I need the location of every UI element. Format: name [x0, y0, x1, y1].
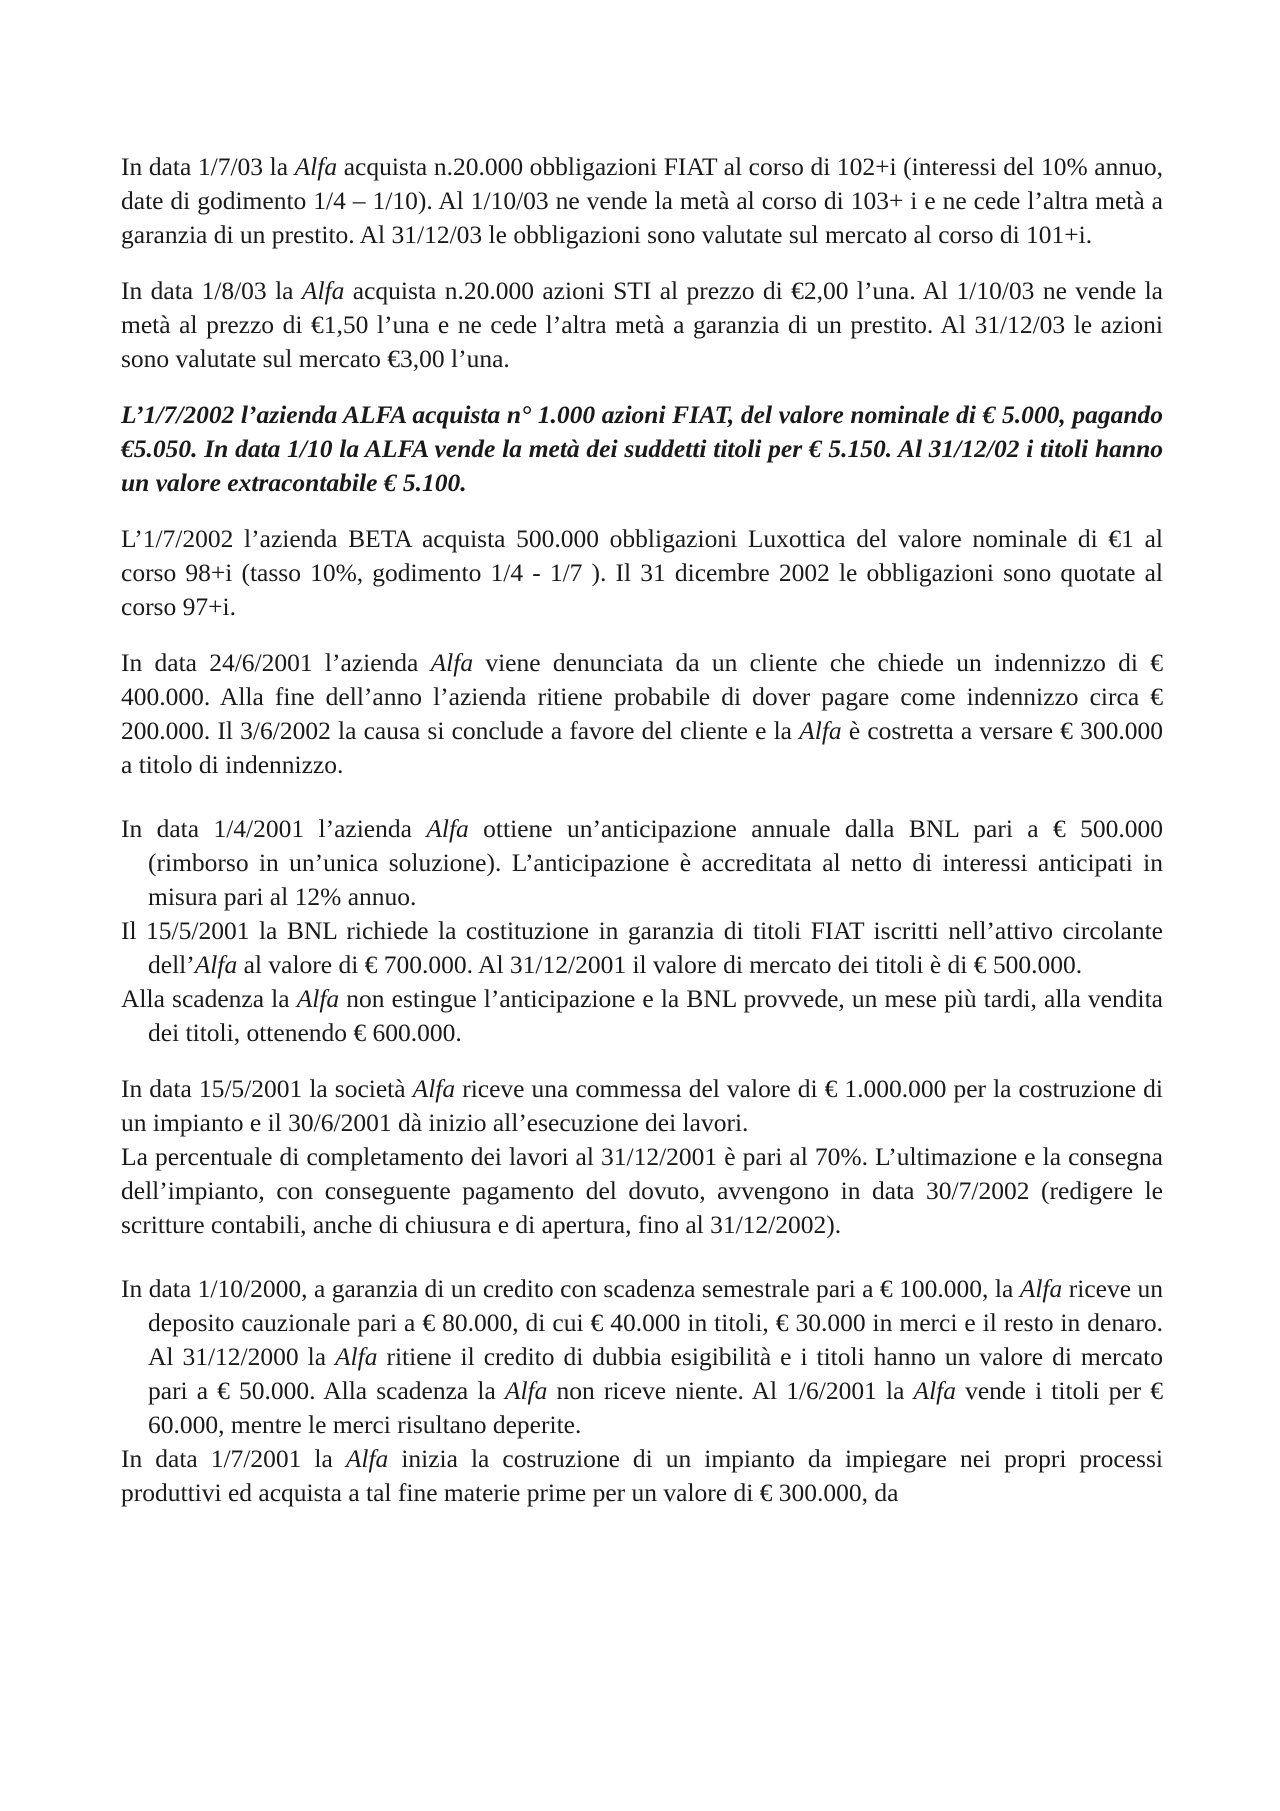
text-run: Alla scadenza la [121, 984, 297, 1013]
text-run: In data 1/7/2001 la [121, 1444, 346, 1473]
text-run: La percentuale di completamento dei lavori al 31/12/2001 è pari al 70%. L’ultimazione e la consegna dell’impianto, con conseguente pagamento del dovuto, avvengono in data 30/7/2002 (redigere le scritture contabili, anche di chiusura e di apertura, fino al 31/12/2002). [121, 1142, 1163, 1239]
text-run: In data 24/6/2001 l’azienda [121, 648, 431, 677]
text-run: In data 15/5/2001 la società [121, 1074, 413, 1103]
italic-term: Alfa [426, 814, 469, 843]
italic-term: Alfa [913, 1376, 956, 1405]
paragraph-p12 [121, 1442, 1163, 1510]
text-run: acquista n.20.000 azioni STI al prezzo di €2,00 l’una. Al 1/10/03 ne vende la metà al prezzo di €1,50 l’una e ne cede l’altra metà a garanzia di un prestito. Al 31/12/03 le azioni sono valutate sul mercato €3,00 l’una. [121, 276, 1163, 373]
text-run: In data 1/8/03 la [121, 276, 302, 305]
text-run: In data 1/4/2001 l’azienda [121, 814, 427, 843]
paragraph-p11 [121, 1272, 1163, 1442]
italic-term: Alfa [334, 1342, 378, 1371]
paragraph-p10 [121, 1140, 1163, 1242]
italic-term: Alfa [504, 1376, 548, 1405]
document-body [121, 150, 1163, 1510]
text-run: acquista n.20.000 obbligazioni FIAT al corso di 102+i (interessi del 10% annuo, date di godimento 1/4 – 1/10). Al 1/10/03 ne vende la metà al corso di 103+ i e ne cede l’altra metà a garanzia di un prestito. Al 31/12/03 le obbligazioni sono valutate sul mercato al corso di 101+i. [121, 152, 1163, 249]
text-run: non estingue l’anticipazione e la BNL provvede, un mese più tardi, alla vendita dei titoli, ottenendo € 600.000. [148, 984, 1163, 1047]
italic-term: Alfa [799, 716, 842, 745]
text-run: In data 1/7/03 la [121, 152, 295, 181]
text-run: viene denunciata da un cliente che chiede un indennizzo di € 400.000. Alla fine dell’anno l’azienda ritiene probabile di dover pagare come indennizzo circa € 200.000. Il 3/6/2002 la causa si conclude a favore del cliente e la [121, 648, 1163, 745]
text-run: vende i titoli per € 60.000, mentre le merci risultano deperite. [148, 1376, 1163, 1439]
italic-term: Alfa [194, 950, 238, 979]
italic-term: Alfa [301, 276, 345, 305]
italic-term: Alfa [345, 1444, 389, 1473]
italic-term: Alfa [430, 648, 474, 677]
text-run: riceve una commessa del valore di € 1.000.000 per la costruzione di un impianto e il 30/6/2001 dà inizio all’esecuzione dei lavori. [121, 1074, 1163, 1137]
text-run: inizia la costruzione di un impianto da impiegare nei propri processi produttivi ed acquista a tal fine materie prime per un valore di € 300.000, da [121, 1444, 1163, 1507]
text-run: ritiene il credito di dubbia esigibilità e i titoli hanno un valore di mercato pari a € 50.000. Alla scadenza la [148, 1342, 1163, 1405]
paragraph-p1 [121, 150, 1163, 252]
text-run: ottiene un’anticipazione annuale dalla BNL pari a € 500.000 (rimborso in un’unica soluzione). L’anticipazione è accreditata al netto di interessi anticipati in misura pari al 12% annuo. [148, 814, 1163, 911]
italic-term: Alfa [294, 152, 338, 181]
paragraph-p7 [121, 914, 1163, 982]
text-run: Il 15/5/2001 la BNL richiede la costituzione in garanzia di titoli FIAT iscritti nell’attivo circolante dell’ [121, 916, 1163, 979]
text-run: non riceve niente. Al 1/6/2001 la [547, 1376, 914, 1405]
paragraph-p9 [121, 1072, 1163, 1140]
text-run: L’1/7/2002 l’azienda ALFA acquista n° 1.000 azioni FIAT, del valore nominale di € 5.000, pagando €5.050. In data 1/10 la ALFA vende la metà dei suddetti titoli per € 5.150. Al 31/12/02 i titoli hanno un valore extracontabile € 5.100. [121, 400, 1163, 497]
paragraph-p3 [121, 398, 1163, 500]
text-run: è costretta a versare € 300.000 a titolo di indennizzo. [121, 716, 1163, 779]
paragraph-p8 [121, 982, 1163, 1050]
paragraph-p2 [121, 274, 1163, 376]
paragraph-p5 [121, 646, 1163, 782]
text-run: al valore di € 700.000. Al 31/12/2001 il valore di mercato dei titoli è di € 500.000. [237, 950, 1083, 979]
italic-term: Alfa [1019, 1274, 1063, 1303]
italic-term: Alfa [296, 984, 340, 1013]
italic-term: Alfa [412, 1074, 456, 1103]
text-run: L’1/7/2002 l’azienda BETA acquista 500.000 obbligazioni Luxottica del valore nominale di €1 al corso 98+i (tasso 10%, godimento 1/4 - 1/7 ). Il 31 dicembre 2002 le obbligazioni sono quotate al corso 97+i. [121, 524, 1163, 621]
text-run: In data 1/10/2000, a garanzia di un credito con scadenza semestrale pari a € 100.000, la [121, 1274, 1020, 1303]
paragraph-p6 [121, 812, 1163, 914]
text-run: riceve un deposito cauzionale pari a € 80.000, di cui € 40.000 in titoli, € 30.000 in merci e il resto in denaro. Al 31/12/2000 la [148, 1274, 1164, 1371]
paragraph-p4 [121, 522, 1163, 624]
